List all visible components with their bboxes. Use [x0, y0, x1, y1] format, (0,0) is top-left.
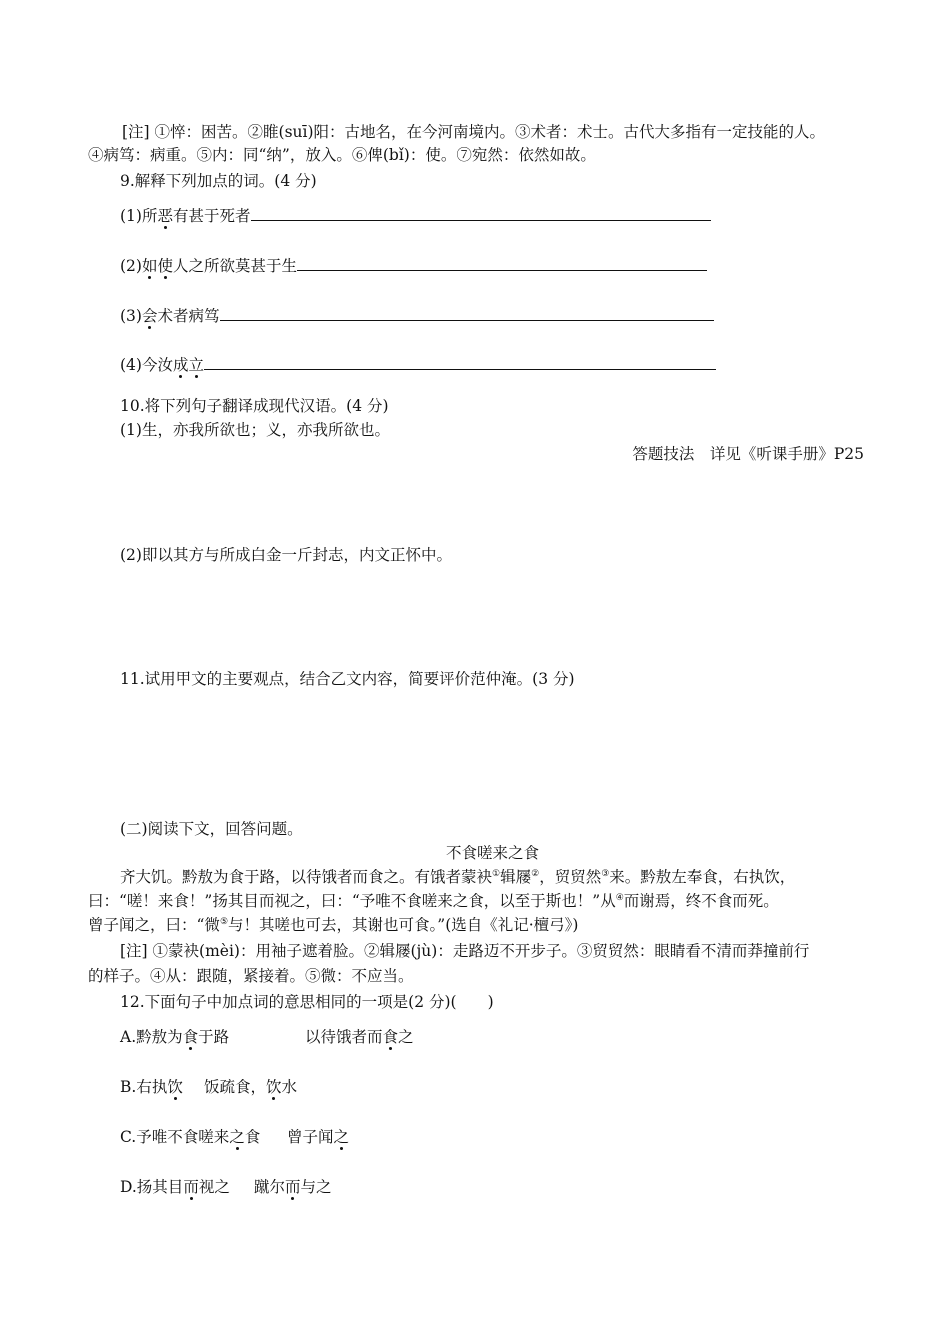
note-line-1: [注] ①悴：困苦。②睢(suī)阳：古地名，在今河南境内。③术者：术士。古代大多指有一定技能的人。: [122, 123, 826, 141]
dotted-word: 如: [141, 257, 158, 275]
passage-title: 不食嗟来之食: [445, 844, 539, 862]
passage-line-1: 齐大饥。黔敖为食于路，以待饿者而食之。有饿者蒙袂①辑屦②，贸贸然③来。黔敖左奉食，右执饮，: [120, 868, 796, 886]
dotted-word: 会: [141, 307, 158, 325]
dotted-word: 之: [229, 1128, 245, 1146]
answer-line[interactable]: [297, 256, 707, 271]
dotted-word: 恶: [157, 207, 173, 225]
section-2-intro: (二)阅读下文，回答问题。: [120, 820, 303, 838]
q10-title: 10.将下列句子翻译成现代汉语。(4 分): [120, 397, 389, 415]
q12-option-b[interactable]: B.右执饮: [120, 1078, 183, 1096]
hint-reference: 答题技法 详见《听课手册》P25: [632, 445, 864, 463]
q9-item-2: (2)如使人之所欲莫甚于生: [120, 255, 707, 277]
answer-line[interactable]: [220, 306, 714, 321]
q12-option-c[interactable]: C.予唯不食嗟来之食: [120, 1128, 261, 1146]
passage-note-2: 的样子。④从：跟随，紧接着。⑤微：不应当。: [88, 967, 414, 985]
q12-option-d-second: 蹴尔而与之: [254, 1178, 332, 1196]
q12-option-a[interactable]: A.黔敖为食于路: [120, 1028, 230, 1046]
passage-line-2: 曰：“嗟！来食！”扬其目而视之，曰：“予唯不食嗟来之食，以至于斯也！”从④而谢焉，终不食而死。: [88, 892, 779, 910]
q9-title: 9.解释下列加点的词。(4 分): [120, 172, 317, 190]
dotted-word: 成: [172, 356, 189, 374]
note-line-2: ④病笃：病重。⑤内：同“纳”，放入。⑥俾(bǐ)：使。⑦宛然：依然如故。: [88, 146, 596, 164]
q10-sentence-2: (2)即以其方与所成白金一斤封志，内文正怀中。: [120, 546, 452, 564]
dotted-word: 食: [382, 1028, 399, 1046]
dotted-word: 食: [182, 1028, 199, 1046]
dotted-word: 饮: [266, 1078, 282, 1096]
dotted-word: 使: [157, 257, 173, 275]
q9-item-4: (4)今汝成立: [120, 354, 716, 376]
dotted-word: 之: [333, 1128, 350, 1146]
dotted-word: 而: [183, 1178, 199, 1196]
answer-line[interactable]: [204, 355, 716, 370]
dotted-word: 立: [188, 356, 204, 374]
q9-item-3: (3)会术者病笃: [120, 305, 714, 327]
passage-line-3: 曾子闻之，曰：“微⑤与！其嗟也可去，其谢也可食。”(选自《礼记·檀弓》): [88, 916, 579, 934]
answer-line[interactable]: [251, 206, 711, 221]
dotted-word: 而: [285, 1178, 301, 1196]
dotted-word: 饮: [167, 1078, 183, 1096]
q9-item-1: (1)所恶有甚于死者: [120, 205, 711, 227]
q12-option-a-second: 以待饿者而食之: [305, 1028, 414, 1046]
passage-note-1: [注] ①蒙袂(mèi)：用袖子遮着脸。②辑屦(jù)：走路迈不开步子。③贸贸然：眼睛看不清而莽撞前行: [120, 942, 810, 960]
q12-option-b-second: 饭疏食，饮水: [204, 1078, 298, 1096]
q11-title: 11.试用甲文的主要观点，结合乙文内容，简要评价范仲淹。(3 分): [120, 670, 575, 688]
q12-title: 12.下面句子中加点词的意思相同的一项是(2 分)( ): [120, 993, 494, 1011]
q12-option-d[interactable]: D.扬其目而视之: [120, 1178, 230, 1196]
q10-sentence-1: (1)生，亦我所欲也；义，亦我所欲也。: [120, 421, 390, 439]
q12-option-c-second: 曾子闻之: [287, 1128, 350, 1146]
